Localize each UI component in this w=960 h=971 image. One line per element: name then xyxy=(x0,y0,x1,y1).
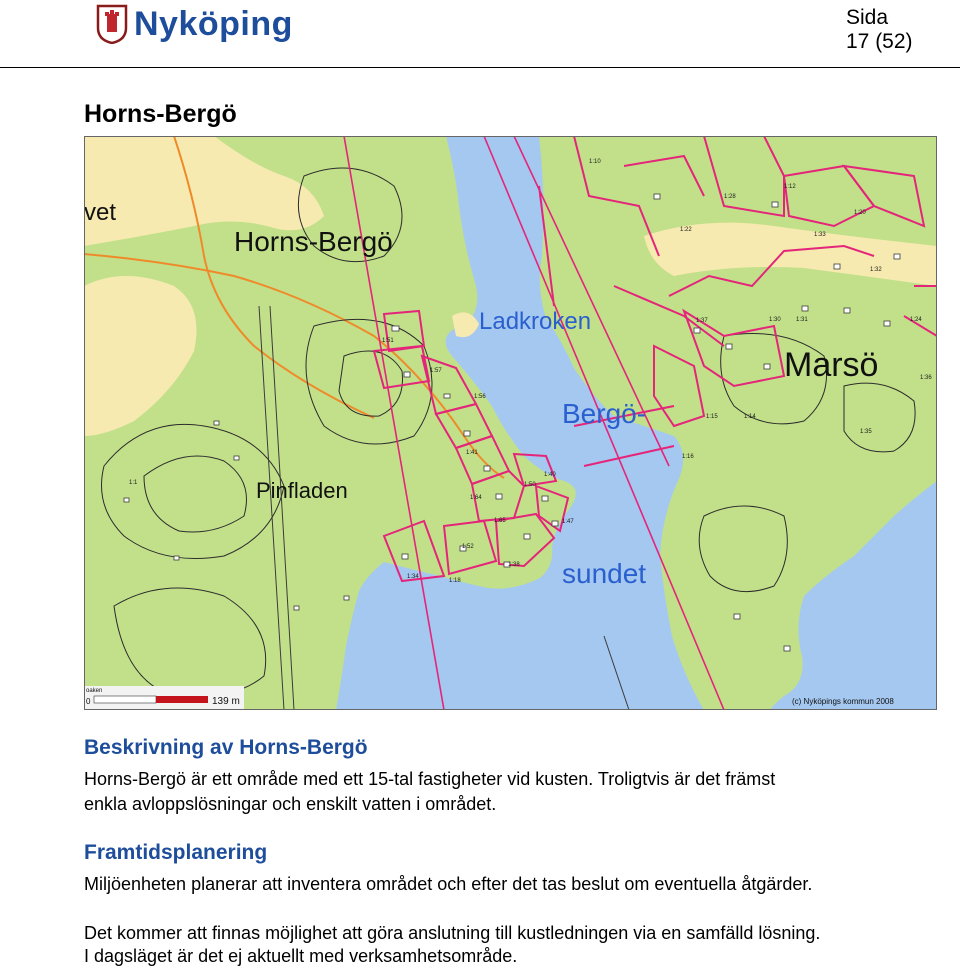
map-copyright: (c) Nyköpings kommun 2008 xyxy=(792,697,894,706)
parcel-label: 1:38 xyxy=(508,562,520,568)
logo-wordmark: Nyköping xyxy=(134,4,293,43)
parcel-label: 1:28 xyxy=(724,194,736,200)
parcel-label: 1:16 xyxy=(682,454,694,460)
parcel-label: 1:40 xyxy=(544,472,556,478)
parcel-label: 1:15 xyxy=(706,414,718,420)
parcel-label: 1:34 xyxy=(407,574,419,580)
beskrivning-line-2: enkla avloppslösningar och enskilt vatten i området. xyxy=(84,794,497,814)
parcel-label: 1:35 xyxy=(860,429,872,435)
parcel-label: 1:30 xyxy=(769,317,781,323)
property-map xyxy=(84,136,937,710)
coat-of-arms-icon xyxy=(96,4,128,44)
parcel-label: 1:24 xyxy=(910,317,922,323)
parcel-label: 1:18 xyxy=(449,578,461,584)
framtid-paragraph-1: Miljöenheten planerar att inventera området och efter det tas beslut om eventuella åtgärder. xyxy=(84,874,813,894)
scale-unit: oaken xyxy=(86,688,103,694)
section-heading-framtid: Framtidsplanering xyxy=(84,841,268,864)
parcel-label: 1:14 xyxy=(744,414,756,420)
place-label: sundet xyxy=(562,558,647,589)
parcel-label: 1:31 xyxy=(796,317,808,323)
parcel-label: 1:51 xyxy=(382,338,394,344)
parcel-label: 1:56 xyxy=(474,394,486,400)
parcel-label: 1:41 xyxy=(466,450,478,456)
scale-bar xyxy=(84,686,244,710)
parcel-label: 1:10 xyxy=(589,159,601,165)
header-rule xyxy=(0,67,960,68)
page-number: 17 (52) xyxy=(846,30,913,53)
place-label: Horns-Bergö xyxy=(234,226,393,257)
scale-end: 139 m xyxy=(212,696,240,707)
parcel-label: 1:33 xyxy=(814,232,826,238)
place-label: Marsö xyxy=(784,346,879,384)
parcel-label: 1:22 xyxy=(680,227,692,233)
page-title: Horns-Bergö xyxy=(84,100,237,128)
scale-start: 0 xyxy=(86,697,91,706)
parcel-label: 1:65 xyxy=(494,518,506,524)
parcel-label: 1:32 xyxy=(870,267,882,273)
place-label: Bergö- xyxy=(562,398,647,429)
parcel-label: 1:37 xyxy=(696,318,708,324)
page-header xyxy=(0,0,960,70)
place-label: vet xyxy=(84,199,117,226)
framtid-paragraph-2-line-1: Det kommer att finnas möjlighet att göra anslutning till kustledningen via en samfälld lösning. xyxy=(84,923,821,943)
parcel-label: 1:1 xyxy=(129,480,138,486)
parcel-label: 1:36 xyxy=(920,375,932,381)
parcel-label: 1:12 xyxy=(784,184,796,190)
place-label: Pinfladen xyxy=(256,478,348,503)
page-counter xyxy=(846,6,913,54)
parcel-label: 1:64 xyxy=(470,495,482,501)
place-label: Ladkroken xyxy=(479,308,592,335)
nykoping-logo xyxy=(96,4,293,44)
section-heading-beskrivning: Beskrivning av Horns-Bergö xyxy=(84,736,368,759)
parcel-label: 1:57 xyxy=(430,368,442,374)
beskrivning-line-1: Horns-Bergö är ett område med ett 15-tal fastigheter vid kusten. Troligtvis är det främst xyxy=(84,769,776,789)
parcel-label: 1:20 xyxy=(854,210,866,216)
parcel-label: 1:52 xyxy=(462,544,474,550)
page-label: Sida xyxy=(846,6,889,29)
framtid-paragraph-2-line-2: I dagsläget är det ej aktuellt med verksamhetsområde. xyxy=(84,946,518,966)
parcel-label: 1:47 xyxy=(562,519,574,525)
parcel-label: 1:50 xyxy=(524,482,536,488)
